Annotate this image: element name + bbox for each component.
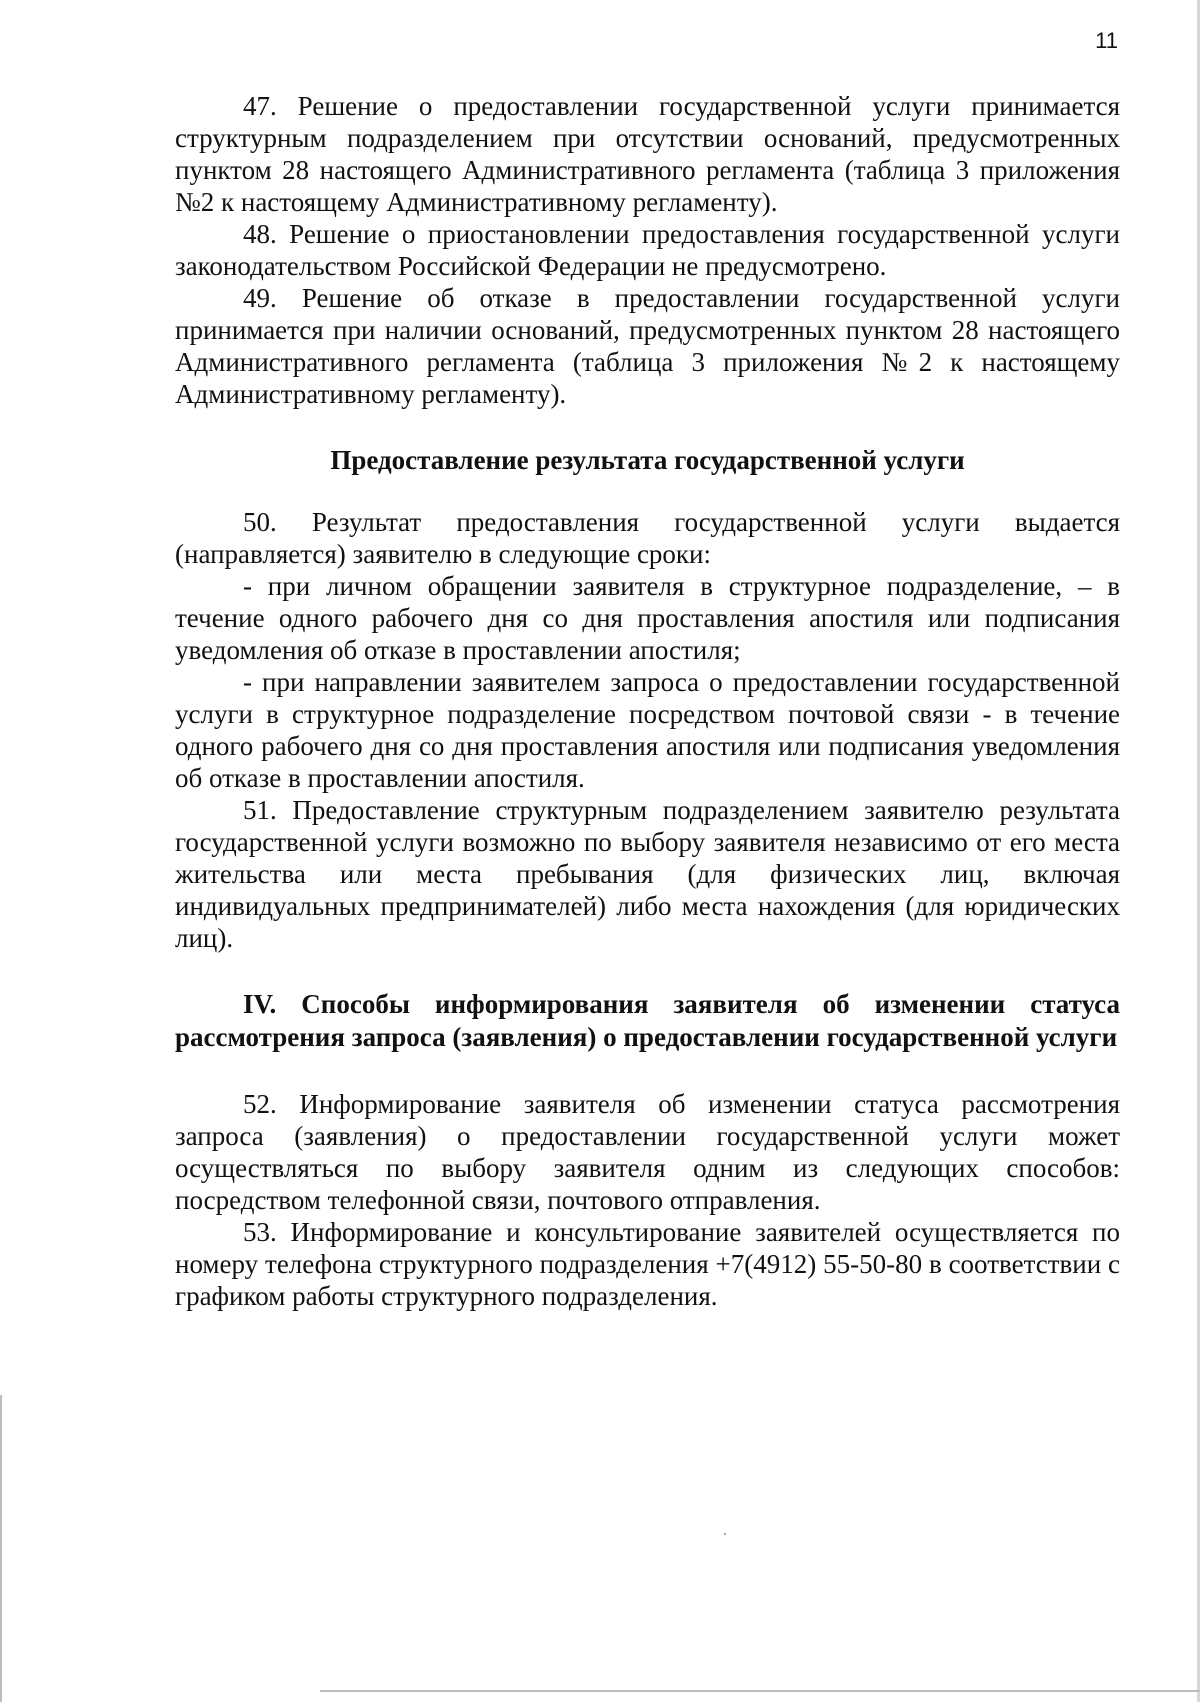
paragraph-51: 51. Предоставление структурным подразделением заявителю результата государственной услуги возможно по выбору заявителя независимо от его места жительства или места пребывания (для физических лиц, включая индивидуальных предпринимателей) либо места нахождения (для юридических лиц). [175, 795, 1120, 953]
paragraph-49: 49. Решение об отказе в предоставлении государственной услуги принимается при наличии оснований, предусмотренных пунктом 28 настоящего Административного регламента (таблица 3 приложения №2 к настоящему Административному регламенту). [175, 283, 1120, 409]
paragraph-52: 52. Информирование заявителя об изменении статуса рассмотрения запроса (заявления) о предоставлении государственной услуги может осуществляться по выбору заявителя одним из следующих способов: посредством телефонной связи, почтового отправления. [175, 1089, 1120, 1215]
scan-left-edge [0, 1395, 2, 1702]
scan-bottom-edge [320, 1690, 1200, 1692]
scan-speck [724, 1533, 726, 1535]
document-body [175, 90, 1120, 1312]
section-heading-iv: IV. Способы информирования заявителя об изменении статуса рассмотрения запроса (заявления) о предоставлении государственной услуги [175, 989, 1120, 1052]
paragraph-50-item-2: - при направлении заявителем запроса о предоставлении государственной услуги в структурное подразделение посредством почтовой связи - в течение одного рабочего дня со дня проставления апостиля или подписания уведомления об отказе в проставлении апостиля. [175, 667, 1120, 793]
paragraph-47: 47. Решение о предоставлении государственной услуги принимается структурным подразделением при отсутствии оснований, предусмотренных пунктом 28 настоящего Административного регламента (таблица 3 приложения №2 к настоящему Административному регламенту). [175, 91, 1120, 217]
paragraph-50-item-1: - при личном обращении заявителя в структурное подразделение, – в течение одного рабочего дня со дня проставления апостиля или подписания уведомления об отказе в проставлении апостиля; [175, 571, 1120, 665]
paragraph-48: 48. Решение о приостановлении предоставления государственной услуги законодательством Российской Федерации не предусмотрено. [175, 219, 1120, 281]
section-heading-result: Предоставление результата государственной услуги [330, 445, 965, 475]
page-number: 11 [1095, 28, 1118, 53]
paragraph-50: 50. Результат предоставления государственной услуги выдается (направляется) заявителю в следующие сроки: [175, 507, 1120, 569]
paragraph-53: 53. Информирование и консультирование заявителей осуществляется по номеру телефона структурного подразделения +7(4912) 55-50-80 в соответствии с графиком работы структурного подразделения. [175, 1217, 1120, 1311]
